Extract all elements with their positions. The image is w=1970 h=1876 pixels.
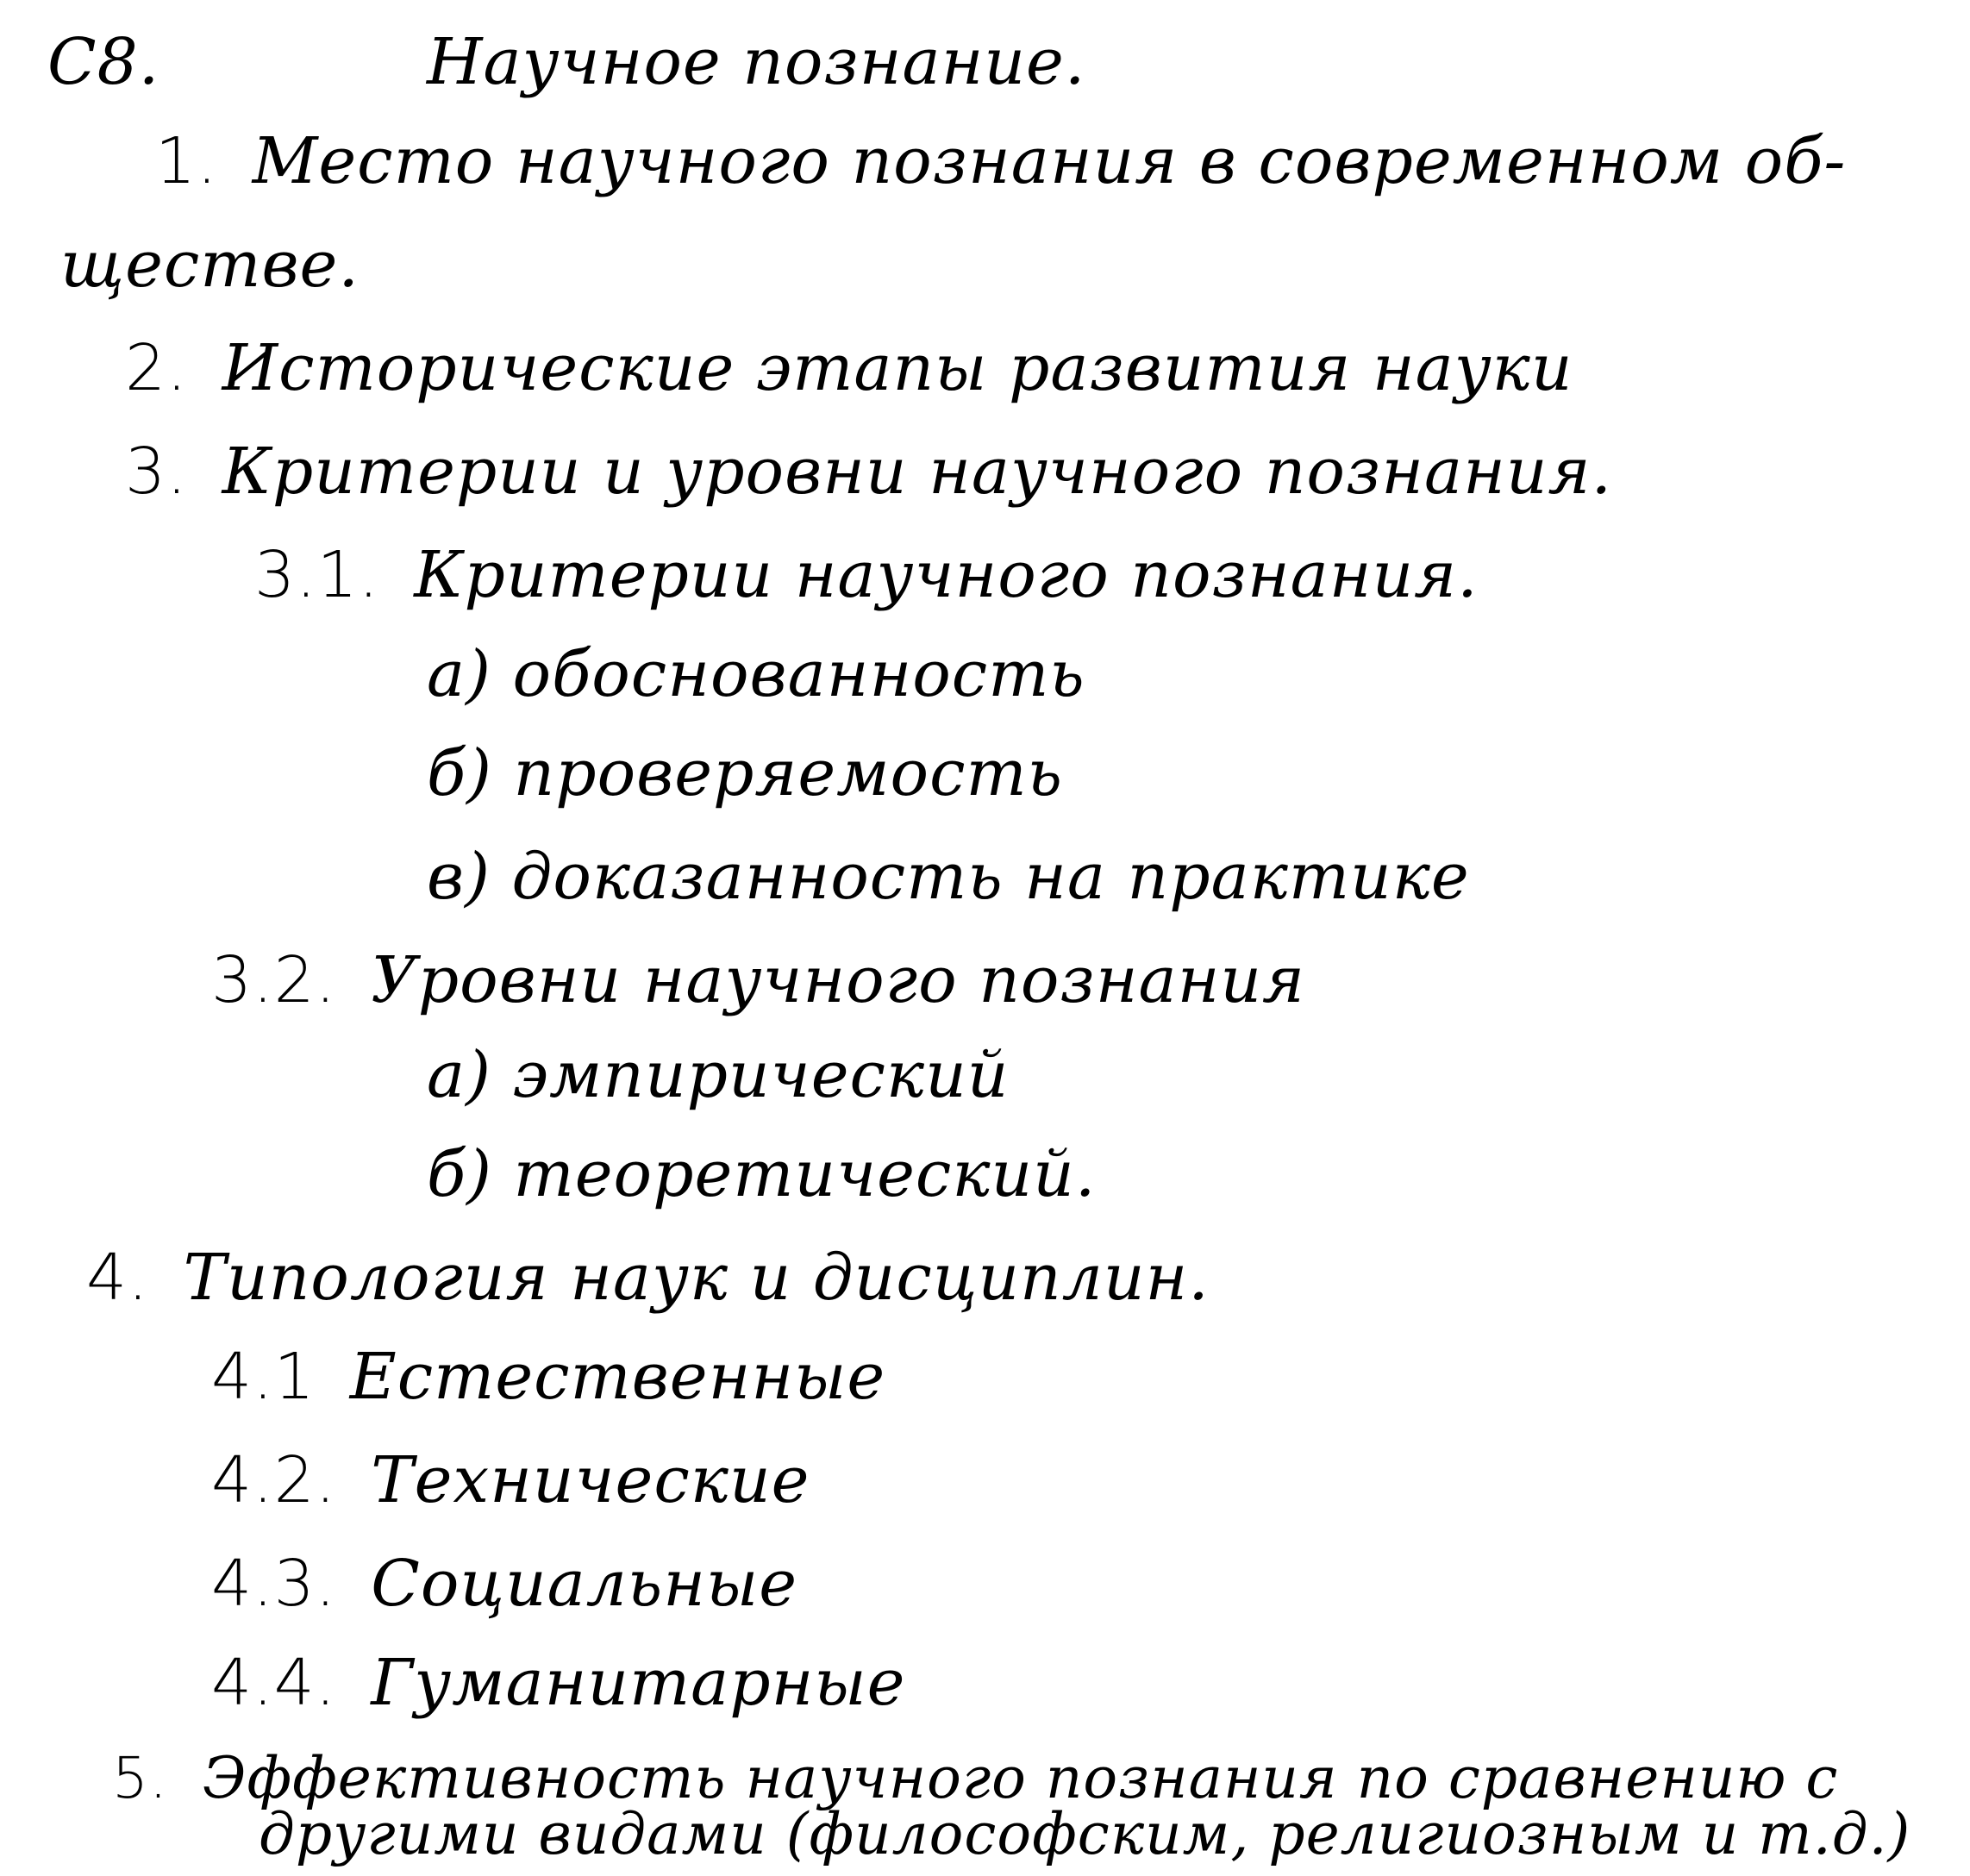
item-text: Эффективность научного познания по сравнению с [202,1745,1839,1811]
item-text: Уровни научного познания [371,943,1306,1017]
item-number: 1. [155,124,218,198]
item-text: Критерии научного познания. [414,538,1479,612]
outline-item-4-4 [211,1646,906,1720]
item-number: 2. [125,331,188,405]
outline-item-3-1 [254,538,1479,612]
outline-item-3 [125,435,1613,509]
outline-item-5-continuation: другими видами (философским, религиозным и т.д.) [259,1801,1911,1867]
outline-subitem: б) теоретический. [427,1137,1097,1211]
outline-item-1 [155,124,1847,198]
outline-item-4-3 [211,1547,798,1621]
outline-item-4-2 [211,1443,810,1517]
item-text: Социальные [371,1547,798,1621]
page-title: Научное познание. [427,25,1086,99]
outline-item-5 [112,1745,1839,1811]
outline-item-4 [86,1241,1210,1315]
outline-item-3-2 [211,943,1306,1017]
item-number: 4. [86,1241,149,1315]
item-text: Исторические этапы развития науки [222,331,1573,405]
item-number: 3.1. [254,538,380,612]
outline-subitem: б) проверяемость [427,736,1063,810]
item-text: Место научного познания в современном об- [252,124,1847,198]
item-number: 4.2. [211,1443,337,1517]
item-number: 3.2. [211,943,337,1017]
item-number: 4.4. [211,1646,337,1720]
outline-item-2 [125,331,1573,405]
item-text: Технические [371,1443,810,1517]
item-number: 4.1 [211,1340,316,1414]
item-text: Естественные [349,1340,886,1414]
item-number: 5. [112,1745,168,1811]
outline-subitem: а) обоснованность [427,637,1085,711]
item-number: 3. [125,435,188,509]
item-text: Типология наук и дисциплин. [183,1241,1210,1315]
item-number: 4.3. [211,1547,337,1621]
item-text: Критерии и уровни научного познания. [222,435,1613,509]
item-text: Гуманитарные [371,1646,906,1720]
outline-item-1-continuation: ществе. [60,228,360,302]
outline-subitem: а) эмпирический [427,1038,1010,1112]
section-code: С8. [47,25,160,99]
outline-item-4-1 [211,1340,886,1414]
outline-subitem: в) доказанность на практике [427,840,1470,914]
